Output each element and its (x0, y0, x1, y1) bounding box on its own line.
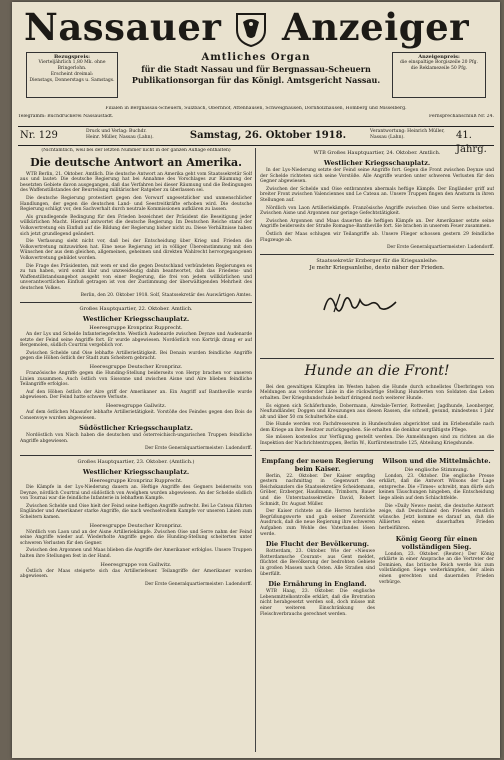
article-paragraph: In der Lys-Niederung setzte der Feind seine Angriffe fort. Gegen die Front zwischen Deynze und der Schelde richteten sich seine Vorstöße. Alle Angriffe wurden unter schweren Verlusten für den Gegner abgewiesen. (260, 168, 494, 185)
subsection-heading: Heeresgruppe Kronprinz Rupprecht. (89, 325, 183, 332)
front-headline: Hunde an die Front! (304, 362, 450, 379)
ad-price-box-line: die einspaltige Borgiszeile 20 Pfg. (400, 60, 478, 65)
column-divider (255, 148, 256, 752)
left-column (20, 148, 252, 752)
article-paragraph: Der Kaiser richtete an die Herren herzliche Begrüßungsworte und gab seiner Zuversicht Ausdruck, daß die neue Regierung ihre schweren Aufgaben zum Wohle des Vaterlandes lösen werde. (260, 509, 375, 537)
article-paragraph: Die Verfassung sieht nicht vor, daß bei der Entscheidung über Krieg und Frieden die Volksvertretung mitzuwirken hat. Eine neue Regierung ist in völliger Übereinstimmung mit den Wünschen der aus dem gleichen, allgemeinen, geheimen und direkten Wahlrecht hervorgegangenen Volksvertretung gebildet worden. (20, 239, 252, 261)
section-heading: Westlicher Kriegsschauplatz. (82, 315, 190, 324)
article-paragraph: WTB Haag, 23. Oktober. Die englische Lebensmittelkontrolle erklärt, daß die Brotration nicht herabgesetzt werden soll, doch müsse mit einer weiteren Einschränkung des Fleischverbrauchs gerechnet werden. (260, 589, 375, 617)
ad-price-box-line: die Reklamezeile 50 Pfg. (410, 66, 468, 71)
subsection-heading: Staatssekretär Erzberger für die Kriegsanleihe: (316, 257, 438, 264)
article-paragraph: Zwischen Argonnen und Maas dauerten die heftigen Kämpfe an. Der Amerikaner setzte seine Angriffe beiderseits der Straße Romagne–Bantheville fort. Sie brachen in unserem Feuer zusammen. (260, 218, 494, 230)
article-paragraph: An der Lys und Schelde Infanteriegefechte. Westlich Audenarde zwischen Deynze und Audenarde setzte der Feind seine Angriffe fort. Er wurde abgewiesen. Nordöstlich von Kortrijk drang er auf Bergemolen, südlich Courtrai vergeblich vor. (20, 332, 252, 349)
subsection-heading: Heeresgruppe Deutscher Kronprinz. (89, 364, 183, 371)
article-paragraph: Östlich der Maas schlugen wir Teilangriffe ab. Unsere Flieger schossen gestern 29 feindliche Flugzeuge ab. (260, 231, 494, 243)
article-paragraph: Zwischen den Argonnen und Maas blieben die Angriffe der Amerikaner erfolglos. Unsere Truppen halten ihre Stellungen fest in der Hand. (20, 548, 252, 559)
section-heading: Westlicher Kriegsschauplatz. (323, 159, 431, 167)
price-box-line: Vierteljährlich 1,80 Mk. ohne Bringerlohn. (38, 60, 106, 71)
organ-title: Amtliches Organ (201, 52, 311, 63)
subcolumn-right (379, 454, 494, 619)
section-rule (260, 450, 494, 451)
fernsprech-line: Fernsprechanschluß Nr. 24. (428, 114, 494, 119)
section-heading: Wilson und die Mittelmächte. (382, 456, 491, 465)
article-paragraph: Berlin, 22. Oktober. Der Kaiser empfing gestern nachmittag in Gegenwart des Reichskanzlers die Staatssekretäre Scheidemann, Gröber, Erzberger, Haußmann, Trimborn, Bauer und die Unterstaatssekretäre David, Robert Schmidt, Dr. August Müller. (260, 473, 375, 507)
coat-of-arms-icon (234, 10, 268, 48)
main-headline: Die deutsche Antwort an Amerika. (30, 155, 242, 169)
subsection-heading: Heeresgruppe Kronprinz Rupprecht. (89, 477, 183, 484)
dispatch-dateline: Großes Hauptquartier, 22. Oktober. Amtlich. (79, 306, 193, 313)
section-rule (260, 254, 494, 255)
editor-info: Verantwortung: Heinrich Müller, Nassau (Lahn). (370, 129, 445, 140)
organ-subtitle: für die Stadt Nassau und für Bergnassau-Scheuern (141, 64, 371, 74)
article-paragraph: Rotterdam, 23. Oktober. Wie der »Nieuwe Rotterdamsche Courant« aus Gent meldet, flüchtet die Bevölkerung der bedrohten Gebiete in großen Massen nach Osten. Alle Straßen sind überfüllt. (260, 549, 375, 577)
section-heading: Südöstlicher Kriegsschauplatz. (79, 424, 193, 433)
article-paragraph: Sie müssen kostenlos zur Verfügung gestellt werden. Die Anmeldungen sind zu richten an die Inspektion der Nachrichtentruppen, Berlin W., Kurfürstenstraße 125, Abteilung Kriegshunde. (260, 435, 494, 447)
price-box-line: Dienstags, Donnerstags u. Samstags. (29, 78, 115, 83)
ad-price-box-title: Anzeigenpreis: (418, 54, 460, 60)
article-paragraph: Zwischen der Schelde und Oise entbrannten abermals heftige Kämpfe. Der Engländer griff auf breiter Front zwischen Valenciennes und Le Cateau an. Unsere Truppen fingen den Ansturm in ihren Stellungen auf. (260, 186, 494, 203)
masthead-title-right: Anzeiger (282, 5, 470, 49)
article-paragraph: London, 23. Oktober. (Reuter.) Der König erklärte in einer Ansprache an die Vertreter der Dominien, das britische Reich werde bis zum vollständigen Siege weiterkämpfen, der allein einen gerechten und dauernden Frieden verbürge. (379, 551, 494, 585)
subsection-heading: Heeresgruppe Gallwitz. (105, 403, 167, 409)
filialen-line: Filialen in Bergnassau-Scheuern, Sulzbach, Obernhof, Attenhausen, Schweighausen, Dornholzhausen, Hömberg und Misselberg. (105, 106, 407, 111)
price-box-line: Erscheint dreimal: (50, 72, 94, 77)
section-heading: Die Ernährung in England. (268, 580, 367, 589)
article-paragraph: Es eignen sich Schäferhunde, Dobermann, Airedale-Terrier, Rottweiler, Jagdhunde, Leonberger, Neufundländer, Doggen und Kreuzungen aus diesen Rassen, die schnell, gesund, mindestens 1 Jahr alt und über 50 cm Schulterhöhe sind. (260, 403, 494, 420)
newspaper-page (12, 2, 500, 758)
publisher-info: Druck und Verlag: Buchdr. Heinr. Müller, Nassau (Lahn). (86, 129, 154, 140)
article-paragraph: Die Frage des Präsidenten, mit wem er und die gegen Deutschland verbündeten Regierungen es zu tun haben, wird somit klar und unzweideutig dahin beantwortet, daß das Friedens- und Waffenstillstandsangebot ausgeht von einer Regierung, die frei von jedem willkürlichen und unverantwortlichen Einfluß getragen ist von der Zustimmung der überwältigenden Mehrheit des deutschen Volkes. (20, 263, 252, 291)
article-paragraph: WTB Berlin, 21. Oktober. Amtlich. Die deutsche Antwort an Amerika geht vom Staatssekretär Solf aus und lautet: Die deutsche Regierung hat bei Annahme des Vorschlages zur Räumung der besetzten Gebiete davon ausgegangen, daß das Verfahren bei dieser Räumung und die Bedingungen des Waffenstillstandes der Beurteilung militärischer Ratgeber zu überlassen sei. (20, 171, 252, 194)
article-signature: Der Erste Generalquartiermeister: Ludendorff. (144, 446, 252, 452)
section-heading: Empfang der neuen Regierung beim Kaiser. (261, 456, 374, 473)
handwritten-signature (320, 282, 400, 322)
article-paragraph: Auf dem östlichen Maasufer lebhafte Artillerietätigkeit. Vorstöße des Feindes gegen den Bois de Consenvoye wurden abgewiesen. (20, 410, 252, 421)
article-paragraph: Die »Daily News« meint, die deutsche Antwort zeige, daß Deutschland den Frieden ernstlich wünsche. Jetzt komme es darauf an, daß die Alliierten einen dauerhaften Frieden herbeiführen. (379, 503, 494, 531)
section-heading: König Georg für einen vollständigen Sieg. (395, 534, 478, 551)
masthead-title-left: Nassauer (24, 5, 222, 49)
organ-publication: Publikationsorgan für das Königl. Amtsgericht Nassau. (131, 75, 381, 85)
dispatch-dateline: WTB Großes Hauptquartier, 24. Oktober. Amtlich. (313, 150, 441, 156)
price-box (26, 52, 118, 98)
subsection-heading: Heeresgruppe Deutscher Kronprinz. (89, 522, 183, 529)
intro-note: (Nichtamtlich, weil bei der letzten Nummer nicht in der ganzen Auflage enthalten) (41, 148, 231, 153)
right-subcolumns (260, 454, 494, 619)
organ-heading (122, 52, 390, 86)
section-heading: Westlicher Kriegsschauplatz. (82, 467, 190, 476)
subsection-heading: Die englische Stimmung. (404, 466, 469, 473)
article-paragraph: Zwischen Schelde und Oise lebhafte Artillerietätigkeit. Bei Denain wurden feindliche Angriffe gegen die Höhen östlich der Stadt zum Scheitern gebracht. (20, 350, 252, 362)
article-paragraph: Nördlich von Laon und an der Aisne Artilleriekämpfe. Zwischen Oise und Serre nahm der Feind seine Angriffe wieder auf. Wiederholte Angriffe gegen die Hunding-Stellung scheiterten unter schweren Verlusten für den Gegner. (20, 529, 252, 546)
erzberger-quote: Je mehr Kriegsanleihe, desto näher der Frieden. (309, 264, 445, 271)
article-paragraph: Die Hunde werden von Fachdresseuren in Hundeschulen abgerichtet und im Erlebensfalle nach dem Kriege an ihre Besitzer zurückgegeben. Sie erhalten die denkbar sorgfältigste Pflege. (260, 422, 494, 433)
telegramm-line: Telegramm: Buchdruckerei Nassaustadt. (18, 114, 114, 119)
masthead-subrow (12, 52, 500, 104)
article-paragraph: Als grundlegende Bedingung für den Frieden bezeichnet der Präsident die Beseitigung jeder willkürlichen Macht. Hierauf antwortet die deutsche Regierung: Im Deutschen Reiche stand der Volksvertretung ein Einfluß auf die Bildung der Regierung bisher nicht zu. Diese Verhältnisse haben sich jetzt grundlegend geändert. (20, 214, 252, 237)
article-paragraph: Nördlich von Laon Artilleriekämpfe. Französische Angriffe zwischen Oise und Serre scheiterten. Zwischen Aisne und Argonnen nur geringe Gefechtstätigkeit. (260, 205, 494, 217)
article-signature: Berlin, den 20. Oktober 1918. Solf, Staatssekretär des Auswärtigen Amtes. (80, 293, 252, 299)
issue-date: Samstag, 26. Oktober 1918. (189, 130, 347, 141)
section-heading: Die Flucht der Bevölkerung. (265, 540, 370, 549)
section-rule (260, 358, 494, 359)
article-paragraph: London, 23. Oktober. Die englische Presse erklärt, daß die Antwort Wilsons der Lage entspreche. Die »Times« schreibt, man dürfe sich keinen Täuschungen hingeben, die Entscheidung liege allein auf dem Schlachtfelde. (379, 473, 494, 502)
right-column (260, 148, 494, 752)
dispatch-dateline: Großes Hauptquartier, 23. Oktober. (Amtlich.) (77, 458, 195, 465)
article-paragraph: Bei den gewaltigen Kämpfen im Westen haben die Hunde durch schnellstes Überbringen von Meldungen aus vorderster Linie in die rückwärtige Stellung Hunderten von Soldaten das Leben erhalten. Der Kriegshundschule bedarf dringend noch weiterer Hunde. (260, 384, 494, 401)
article-paragraph: Östlich der Maas steigerte sich das Artilleriefeuer. Teilangriffe der Amerikaner wurden abgewiesen. (20, 568, 252, 580)
section-rule (20, 302, 252, 303)
article-paragraph: Nordöstlich von Nisch haben die deutschen und österreichisch-ungarischen Truppen feindliche Angriffe abgewiesen. (20, 433, 252, 444)
article-signature: Der Erste Generalquartiermeister: Ludendorff. (144, 581, 252, 587)
masthead (12, 2, 500, 52)
article-paragraph: Die Kämpfe in der Lys-Niederung dauern an. Heftige Angriffe des Gegners beiderseits von Deynze, nördlich Courtrai und südöstlich von Avelghem wurden abgewiesen. An der Schelde südlich von Tournai war die feindliche Infanterie in lebhaftem Kampfe. (20, 484, 252, 502)
issue-number: Nr. 129 (20, 130, 58, 141)
ad-price-box (392, 52, 486, 98)
subcolumn-left (260, 454, 375, 619)
article-signature: Der Erste Generalquartiermeister: Ludendorff. (386, 245, 494, 251)
article-paragraph: Zwischen Schelde und Oise hielt der Feind seine heftigen Angriffe aufrecht. Bei Le Cateau führten Engländer und Amerikaner starke Angriffe, die nach wechselvollem Kampfe vor unseren Linien zum Scheitern kamen. (20, 503, 252, 520)
subsection-heading: Heeresgruppe von Gallwitz. (100, 561, 172, 568)
section-rule (20, 455, 252, 456)
price-box-title: Bezugspreis: (53, 54, 91, 60)
volume-year: 41. Jahrg. (456, 130, 487, 155)
article-paragraph: Französische Angriffe gegen die Hunding-Stellung beiderseits von Herpy brachen vor unseren Linien zusammen. Auch östlich von Sissonne und zwischen Aisne und Aire blieben feindliche Teilangriffe erfolglos. (20, 371, 252, 388)
article-paragraph: Die deutsche Regierung protestiert gegen den Vorwurf ungesetzlicher und unmenschlicher Handlungen, der gegen die deutschen Land- und Seestreitkräfte erhoben wird. Die deutsche Regierung schlägt vor, den Sachverhalt durch neutrale Kommissionen aufklären zu lassen. (20, 195, 252, 213)
article-paragraph: Auf den Höhen östlich der Aire griff der Amerikaner an. Ein Angriff auf Bantheville wurde abgewiesen. Der Feind hatte schwere Verluste. (20, 389, 252, 401)
